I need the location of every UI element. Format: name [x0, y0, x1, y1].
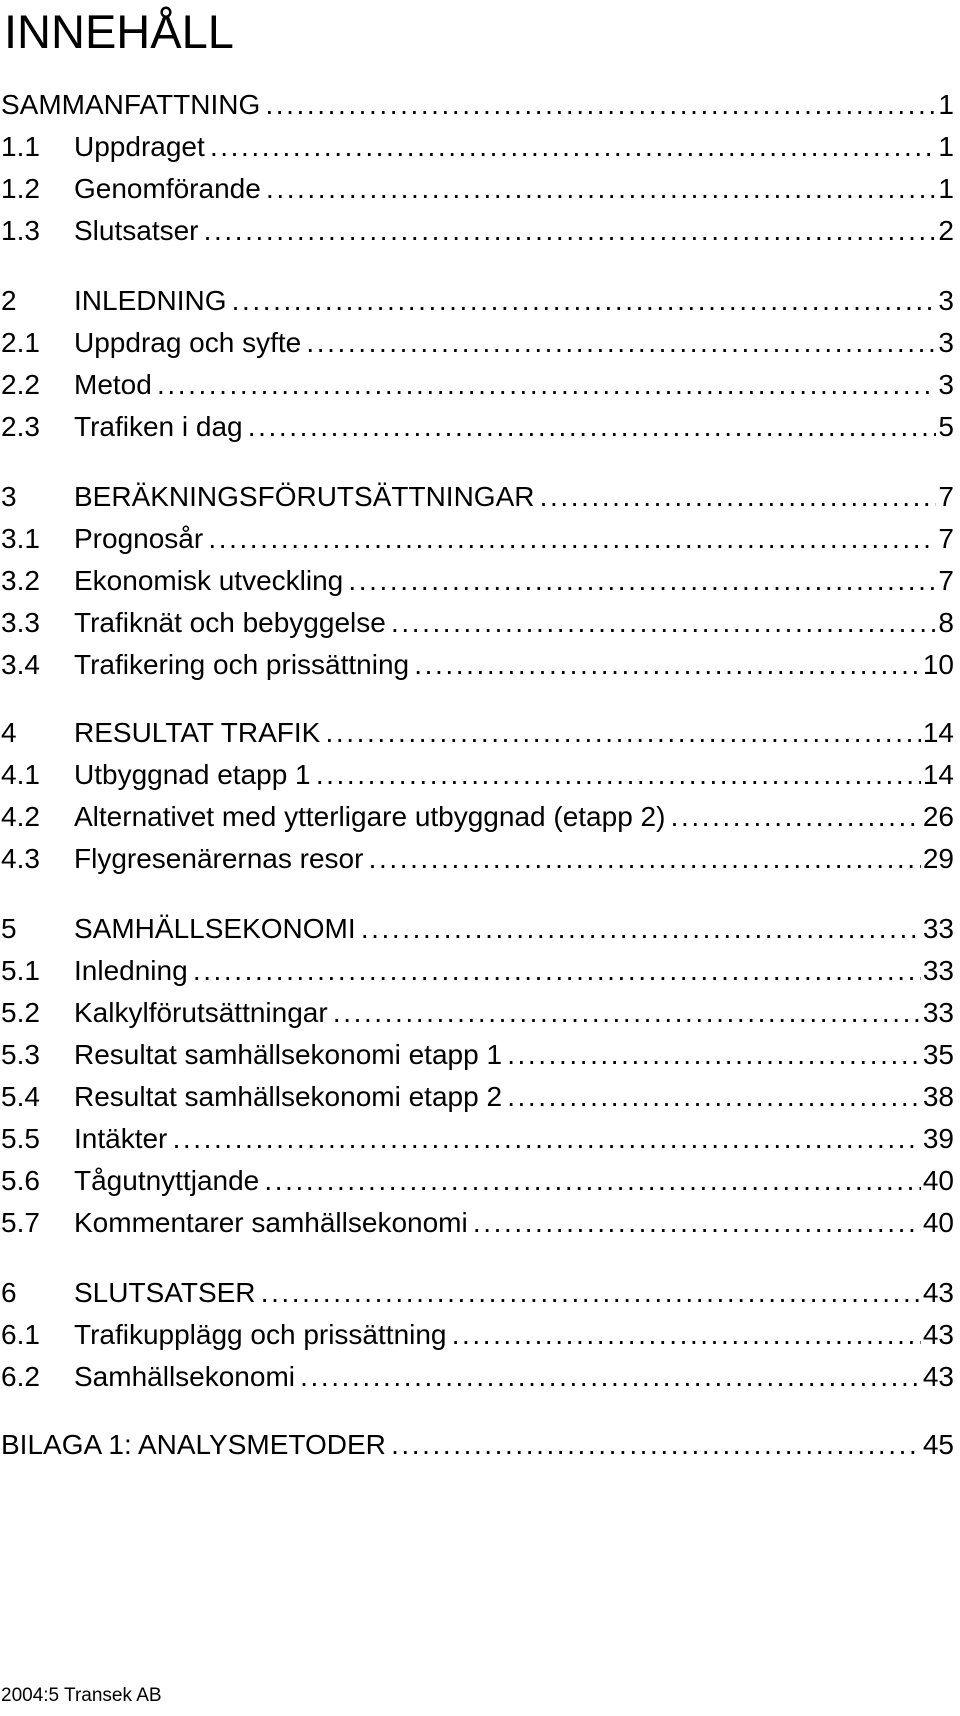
toc-entry-page-number: 7 [936, 562, 954, 600]
toc-entry-title: Resultat samhällsekonomi etapp 2 . . . [74, 1078, 954, 1116]
toc-entry-page-number: 45 [921, 1426, 954, 1464]
toc-entry-number: 2 [1, 285, 17, 316]
toc-entry-page-number: 39 [921, 1120, 954, 1158]
toc-entry[interactable] [0, 1358, 954, 1396]
toc-entry-page-number: 33 [921, 952, 954, 990]
toc-entry[interactable] [0, 952, 954, 990]
toc-entry[interactable] [0, 798, 954, 836]
toc-entry-page-number: 38 [921, 1078, 954, 1116]
page-title: INNEHÅLL [4, 5, 234, 58]
toc-entry-number: 5.2 [1, 997, 40, 1028]
toc-entry-number: 4 [1, 717, 17, 748]
toc-entry-title: BILAGA 1: ANALYSMETODER . . . [1, 1426, 954, 1464]
toc-entry-number: 2.1 [1, 327, 40, 358]
toc-entry-number: 6.2 [1, 1361, 40, 1392]
toc-entry[interactable] [0, 1274, 954, 1312]
toc-entry-number: 3.4 [1, 649, 40, 680]
toc-entry-title: Inledning . . . [74, 952, 954, 990]
toc-entry-page-number: 2 [936, 212, 954, 250]
toc-entry[interactable] [0, 1204, 954, 1242]
toc-entry-number: 5 [1, 913, 17, 944]
toc-entry[interactable] [0, 86, 954, 124]
toc-entry-title: Uppdraget . . . [74, 128, 954, 166]
toc-entry-number: 4.3 [1, 843, 40, 874]
toc-entry-title: Metod . . . [74, 366, 954, 404]
footer-text: 2004:5 Transek AB [1, 1685, 162, 1706]
toc-entry-title: Kalkylförutsättningar . . . [74, 994, 954, 1032]
toc-entry-title: Intäkter . . . [74, 1120, 954, 1158]
toc-entry[interactable] [0, 562, 954, 600]
toc-entry-number: 3.3 [1, 607, 40, 638]
toc-entry-page-number: 33 [921, 910, 954, 948]
toc-entry[interactable] [0, 282, 954, 320]
toc-entry-page-number: 3 [936, 282, 954, 320]
toc-entry-page-number: 40 [921, 1204, 954, 1242]
toc-entry-number: 6.1 [1, 1319, 40, 1350]
toc-entry[interactable] [0, 714, 954, 752]
toc-entry-title: Ekonomisk utveckling . . . [74, 562, 954, 600]
toc-entry-title: Trafikupplägg och prissättning . . . [74, 1316, 954, 1354]
toc-entry-title: Samhällsekonomi . . . [74, 1358, 954, 1396]
toc-entry-title: SAMHÄLLSEKONOMI . . . [74, 910, 954, 948]
toc-entry[interactable] [0, 994, 954, 1032]
toc-entry-number: 5.3 [1, 1039, 40, 1070]
toc-entry[interactable] [0, 324, 954, 362]
toc-entry-page-number: 40 [921, 1162, 954, 1200]
toc-entry[interactable] [0, 1316, 954, 1354]
toc-entry-number: 2.2 [1, 369, 40, 400]
toc-entry-page-number: 7 [936, 520, 954, 558]
toc-entry-title: Trafikering och prissättning . . . [74, 646, 954, 684]
toc-entry-number: 5.5 [1, 1123, 40, 1154]
toc-entry-title: Trafiknät och bebyggelse . . . [74, 604, 954, 642]
toc-entry[interactable] [0, 1036, 954, 1074]
toc-entry[interactable] [0, 646, 954, 684]
toc-entry-page-number: 43 [921, 1358, 954, 1396]
toc-entry[interactable] [0, 478, 954, 516]
toc-entry-page-number: 43 [921, 1274, 954, 1312]
toc-entry[interactable] [0, 128, 954, 166]
toc-entry-page-number: 1 [936, 128, 954, 166]
toc-entry-number: 4.1 [1, 759, 40, 790]
toc-entry[interactable] [0, 1120, 954, 1158]
toc-entry-title: BERÄKNINGSFÖRUTSÄTTNINGAR . . . [74, 478, 954, 516]
toc-entry-number: 2.3 [1, 411, 40, 442]
toc-entry-page-number: 1 [936, 170, 954, 208]
toc-entry-number: 5.7 [1, 1207, 40, 1238]
toc-entry-title: Flygresenärernas resor . . . [74, 840, 954, 878]
toc-entry[interactable] [0, 408, 954, 446]
toc-entry-page-number: 1 [936, 86, 954, 124]
toc-entry-number: 5.1 [1, 955, 40, 986]
toc-entry-title: Prognosår . . . [74, 520, 954, 558]
toc-entry-page-number: 3 [936, 366, 954, 404]
toc-entry-title: INLEDNING . . . [74, 282, 954, 320]
toc-entry-number: 1.3 [1, 215, 40, 246]
toc-entry-page-number: 26 [921, 798, 954, 836]
toc-entry-title: SLUTSATSER . . . [74, 1274, 954, 1312]
toc-entry-page-number: 5 [936, 408, 954, 446]
toc-entry[interactable] [0, 756, 954, 794]
toc-entry-number: 6 [1, 1277, 17, 1308]
toc-entry-number: 5.6 [1, 1165, 40, 1196]
toc-entry-number: 1.2 [1, 173, 40, 204]
toc-entry-number: 1.1 [1, 131, 40, 162]
toc-entry-number: 3.1 [1, 523, 40, 554]
toc-entry[interactable] [0, 520, 954, 558]
toc-entry-page-number: 14 [921, 756, 954, 794]
toc-entry-title: Kommentarer samhällsekonomi . . . [74, 1204, 954, 1242]
toc-entry[interactable] [0, 170, 954, 208]
toc-entry-title: Uppdrag och syfte . . . [74, 324, 954, 362]
toc-entry[interactable] [0, 840, 954, 878]
toc-entry-page-number: 7 [936, 478, 954, 516]
toc-entry-title: Slutsatser . . . [74, 212, 954, 250]
toc-entry-page-number: 29 [921, 840, 954, 878]
toc-entry-title: Genomförande . . . [74, 170, 954, 208]
toc-entry[interactable] [0, 212, 954, 250]
toc-entry[interactable] [0, 1426, 954, 1464]
toc-entry-page-number: 10 [921, 646, 954, 684]
toc-entry-title: Trafiken i dag . . . [74, 408, 954, 446]
toc-entry[interactable] [0, 604, 954, 642]
toc-entry-page-number: 35 [921, 1036, 954, 1074]
toc-entry-number: 4.2 [1, 801, 40, 832]
toc-entry-title: Alternativet med ytterligare utbyggnad (etapp 2) . . . [74, 798, 954, 836]
toc-entry-number: 5.4 [1, 1081, 40, 1112]
toc-entry-title: Tågutnyttjande . . . [74, 1162, 954, 1200]
toc-entry-title: Utbyggnad etapp 1 . . . [74, 756, 954, 794]
toc-entry-page-number: 43 [921, 1316, 954, 1354]
toc-entry-page-number: 33 [921, 994, 954, 1032]
toc-entry[interactable] [0, 1078, 954, 1116]
toc-entry-title: RESULTAT TRAFIK . . . [74, 714, 954, 752]
toc-entry-number: 3.2 [1, 565, 40, 596]
toc-entry-page-number: 14 [921, 714, 954, 752]
toc-entry-page-number: 3 [936, 324, 954, 362]
toc-entry-title: Resultat samhällsekonomi etapp 1 . . . [74, 1036, 954, 1074]
toc-entry[interactable] [0, 1162, 954, 1200]
toc-entry-number: 3 [1, 481, 17, 512]
toc-entry-page-number: 8 [936, 604, 954, 642]
toc-entry[interactable] [0, 366, 954, 404]
toc-entry-title: SAMMANFATTNING . . . [1, 86, 954, 124]
toc-entry[interactable] [0, 910, 954, 948]
